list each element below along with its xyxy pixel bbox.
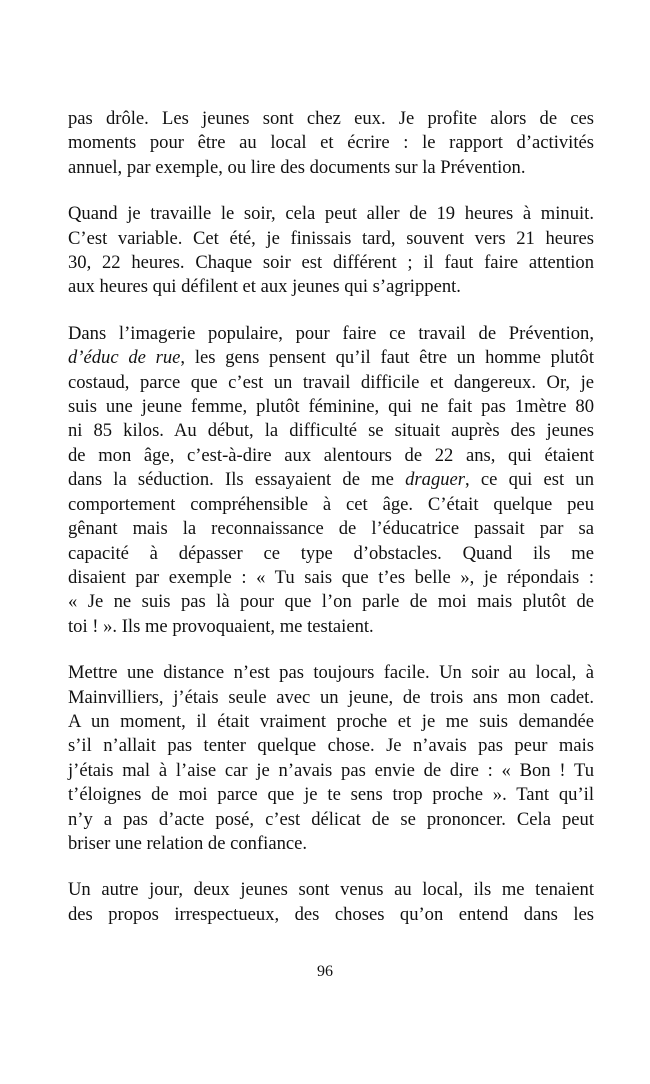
text-segment: A un moment, il était vraiment proche et je me suis demandée: [68, 710, 594, 732]
text-segment: moments pour être au local et écrire : le rapport d’activités: [68, 132, 594, 154]
text-line: [68, 275, 594, 299]
text-line: [68, 395, 594, 419]
body-text: [68, 107, 594, 949]
paragraph: [68, 661, 594, 856]
text-line: [68, 661, 594, 685]
text-segment: C’est variable. Cet été, je finissais tard, souvent vers 21 heures: [68, 227, 594, 249]
paragraph: [68, 202, 594, 300]
text-line: [68, 590, 594, 614]
text-segment: Mainvilliers, j’étais seule avec un jeune, de trois ans mon cadet.: [68, 686, 594, 708]
text-line: [68, 832, 594, 856]
text-line: [68, 759, 594, 783]
text-line: [68, 371, 594, 395]
text-line: [68, 566, 594, 590]
text-line: [68, 202, 594, 226]
italic-text: draguer: [405, 469, 466, 491]
text-line: [68, 251, 594, 275]
text-segment: Mettre une distance n’est pas toujours facile. Un soir au local, à: [68, 662, 594, 684]
text-segment: des propos irrespectueux, des choses qu’on entend dans les: [68, 903, 594, 925]
text-segment: n’y a pas d’acte posé, c’est délicat de se prononcer. Cela peut: [68, 808, 594, 830]
italic-text: d’éduc de rue: [68, 347, 181, 369]
text-segment: Dans l’imagerie populaire, pour faire ce travail de Prévention,: [68, 322, 594, 344]
text-line: [68, 227, 594, 251]
text-line: [68, 156, 594, 180]
text-segment: 30, 22 heures. Chaque soir est différent ; il faut faire attention: [68, 252, 594, 274]
text-segment: gênant mais la reconnaissance de l’éducatrice passait par sa: [68, 518, 594, 540]
text-segment: s’il n’allait pas tenter quelque chose. Je n’avais pas peur mais: [68, 735, 594, 757]
paragraph: [68, 878, 594, 927]
text-segment: de mon âge, c’est-à-dire aux alentours de 22 ans, qui étaient: [68, 444, 594, 466]
text-line: [68, 517, 594, 541]
text-line: [68, 493, 594, 517]
text-segment: pas drôle. Les jeunes sont chez eux. Je profite alors de ces: [68, 108, 594, 129]
page-number: 96: [317, 963, 333, 980]
text-segment: , les gens pensent qu’il faut être un homme plutôt: [180, 347, 594, 369]
text-line: [68, 468, 594, 492]
text-line: [68, 686, 594, 710]
text-segment: t’éloignes de moi parce que je te sens trop proche ». Tant qu’il: [68, 784, 594, 806]
text-segment: aux heures qui défilent et aux jeunes qui s’agrippent.: [68, 276, 461, 298]
text-line: [68, 419, 594, 443]
text-line: [68, 131, 594, 155]
text-segment: disaient par exemple : « Tu sais que t’es belle », je répondais :: [68, 566, 594, 588]
text-segment: suis une jeune femme, plutôt féminine, qui ne fait pas 1mètre 80: [68, 396, 594, 418]
text-segment: , ce qui est un: [465, 469, 595, 491]
text-segment: ni 85 kilos. Au début, la difficulté se situait auprès des jeunes: [68, 420, 594, 442]
text-line: [68, 903, 594, 927]
paragraph: [68, 322, 594, 639]
text-segment: Quand je travaille le soir, cela peut aller de 19 heures à minuit.: [68, 203, 594, 225]
text-line: [68, 710, 594, 734]
text-line: [68, 346, 594, 370]
text-segment: j’étais mal à l’aise car je n’avais pas envie de dire : « Bon ! Tu: [68, 759, 594, 781]
text-line: [68, 542, 594, 566]
text-line: [68, 878, 594, 902]
text-segment: annuel, par exemple, ou lire des documents sur la Prévention.: [68, 156, 526, 178]
text-line: [68, 615, 594, 639]
text-line: [68, 107, 594, 131]
text-segment: capacité à dépasser ce type d’obstacles. Quand ils me: [68, 542, 594, 564]
text-line: [68, 444, 594, 468]
paragraph: [68, 107, 594, 180]
text-segment: comportement compréhensible à cet âge. C’était quelque peu: [68, 493, 594, 515]
text-line: [68, 783, 594, 807]
text-line: [68, 322, 594, 346]
text-segment: costaud, parce que c’est un travail difficile et dangereux. Or, je: [68, 371, 594, 393]
text-line: [68, 734, 594, 758]
text-segment: briser une relation de confiance.: [68, 832, 308, 854]
text-segment: toi ! ». Ils me provoquaient, me testaient.: [68, 615, 374, 637]
text-segment: dans la séduction. Ils essayaient de me: [68, 469, 406, 491]
text-segment: Un autre jour, deux jeunes sont venus au local, ils me tenaient: [68, 879, 594, 901]
text-line: [68, 808, 594, 832]
text-segment: « Je ne suis pas là pour que l’on parle de moi mais plutôt de: [68, 591, 594, 613]
